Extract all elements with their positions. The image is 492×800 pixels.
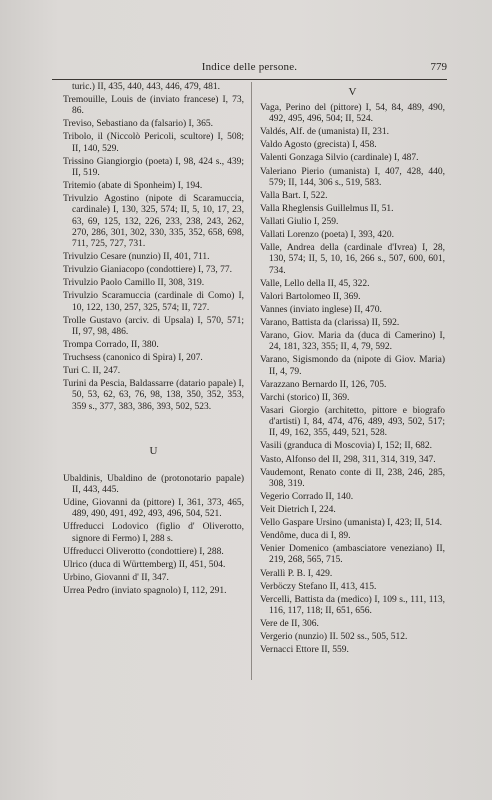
index-entry: Trivulzio Gianiacopo (condottiere) I, 73, 77. [63,265,233,276]
index-entry: Vello Gaspare Ursino (umanista) I, 423; II, 514. [260,518,443,529]
index-entry: Veit Dietrich I, 224. [260,504,336,515]
index-entry: Varano, Giov. Maria da (duca di Camerino) I, 24, 181, 323, 355; II, 4, 79, 592. [260,331,445,353]
index-entry: Valle, Andrea della (cardinale d'Ivrea) I, 28, 130, 574; II, 5, 10, 16, 266 s., 507, 600, 601, 734. [260,243,445,276]
index-entry: Vercelli, Battista da (medico) I, 109 s., 111, 113, 116, 117, 118; II, 651, 656. [260,594,445,616]
entry-continuation: turic.) II, 435, 440, 443, 446, 479, 481. [72,82,221,92]
index-entry: Vasari Giorgio (architetto, pittore e biografo d'artisti) I, 84, 474, 476, 489, 493, 502, 517; II, 49, 162, 355, 449, 521, 528. [260,405,445,439]
index-entry: Valla Rheglensis Guillelmus II, 51. [260,203,394,214]
index-entry: Tremouille, Louis de (inviato francese) I, 73, 86. [63,95,244,117]
index-entry: Trivulzio Paolo Camillo II, 308, 319. [63,278,205,289]
left-column [63,82,244,599]
index-entry: Vergerio (nunzio) II. 502 ss., 505, 512. [260,632,408,643]
index-entry: Verallì P. B. I, 429. [260,568,333,579]
index-entry: Trolle Gustavo (arciv. di Upsala) I, 570, 571; II, 97, 98, 486. [63,315,244,337]
index-entry: Trivulzio Cesare (nunzio) II, 401, 711. [63,252,210,263]
index-list-u [63,474,244,597]
index-entry: Vere de II, 306. [260,619,319,630]
index-entry: Uffreducci Lodovico (figlio d' Oliverotto, signore di Fermo) I, 288 s. [63,522,244,544]
index-entry: Verböczy Stefano II, 413, 415. [260,581,377,592]
index-entry: Urbino, Giovanni d' II, 347. [63,572,169,583]
index-entry: Urrea Pedro (inviato spagnolo) I, 112, 291. [63,585,227,596]
index-entry: Trivulzio Scaramuccia (cardinale di Como) I, 10, 122, 130, 257, 325, 574; II, 727. [63,291,244,313]
index-entry: Trissino Giangiorgio (poeta) I, 98, 424 s., 439; II, 519. [63,156,244,178]
index-entry: Varano, Battista da (clarissa) II, 592. [260,318,400,329]
index-entry: Valeriano Pierio (umanista) I, 407, 428, 440, 579; II, 144, 306 s., 519, 583. [260,166,445,188]
index-entry: Udine, Giovanni da (pittore) I, 361, 373, 465, 489, 490, 491, 492, 493, 496, 504, 521. [63,498,244,520]
header-rule [52,79,447,80]
index-entry: Varchi (storico) II, 369. [260,392,350,403]
index-entry: Trivulzio Agostino (nipote di Scaramuccia, cardinale) I, 130, 325, 574; II, 5, 10, 17, 23, 63, 69, 125, 132, 226, 233, 238, 243, 262, 270, 286, 301, 302, 330, 335, 352, 658, 698, 711, 725, 727, 731. [63,194,244,249]
index-entry: Turini da Pescia, Baldassarre (datario papale) I, 50, 53, 62, 63, 76, 98, 138, 350, 352, 353, 359 s., 377, 383, 386, 393, 502, 523. [63,379,244,412]
index-entry: Valdo Agosto (grecista) I, 458. [260,140,377,151]
index-list-t [63,95,244,413]
index-entry: Treviso, Sebastiano da (falsario) I, 365. [63,119,214,130]
index-entry: Vaga, Perino del (pittore) I, 54, 84, 489, 490, 492, 495, 496, 504; II, 524. [260,103,445,125]
index-entry: Varano, Sigismondo da (nipote di Giov. Maria) II, 4, 79. [260,355,445,377]
index-entry: Vernacci Ettore II, 559. [260,645,349,656]
section-letter-v: V [348,86,357,98]
page-number: 779 [430,61,447,73]
index-entry: Valle, Lello della II, 45, 322. [260,278,370,289]
index-entry: Valla Bart. I, 522. [260,190,328,201]
index-entry: Varazzano Bernardo II, 126, 705. [260,379,387,390]
index-entry: Venier Domenico (ambasciatore veneziano) II, 219, 268, 565, 715. [260,544,445,566]
index-entry: Ubaldinis, Ubaldino de (protonotario papale) II, 443, 445. [63,473,244,495]
right-column [260,82,445,658]
index-entry: Vannes (inviato inglese) II, 470. [260,304,382,315]
index-list-v [260,103,445,656]
index-entry: Vallati Giulio I, 259. [260,217,339,228]
index-entry: Vendôme, duca di I, 89. [260,531,351,542]
index-entry: Vasili (granduca di Moscovia) I, 152; II, 682. [260,441,433,452]
index-entry: Tritemio (abate di Sponheim) I, 194. [63,181,203,192]
column-divider [251,82,252,680]
index-entry: Truchsess (canonico di Spira) I, 207. [63,353,203,364]
index-entry: Vaudemont, Renato conte di II, 238, 246, 285, 308, 319. [260,467,445,489]
index-entry: Uffreducci Oliverotto (condottiere) I, 288. [63,546,224,557]
index-entry: Vasto, Alfonso del II, 298, 311, 314, 319, 347. [260,454,436,465]
index-entry: Ulrico (duca di Württemberg) II, 451, 504. [63,559,226,570]
index-entry: Trompa Corrado, II, 380. [63,339,159,350]
index-entry: Turi C. II, 247. [63,366,121,377]
index-entry: Tribolo, il (Niccolò Pericoli, scultore) I, 508; II, 140, 529. [63,132,244,154]
index-entry: Vallati Lorenzo (poeta) I, 393, 420. [260,230,395,241]
index-entry: Vegerio Corrado II, 140. [260,491,354,502]
index-entry: Valori Bartolomeo II, 369. [260,291,361,302]
section-letter-u: U [149,444,158,457]
index-entry: Valdés, Alf. de (umanista) II, 231. [260,127,390,138]
index-entry: Valenti Gonzaga Silvio (cardinale) I, 487. [260,153,419,164]
running-header [52,60,447,74]
running-title: Indice delle persone. [201,61,298,73]
